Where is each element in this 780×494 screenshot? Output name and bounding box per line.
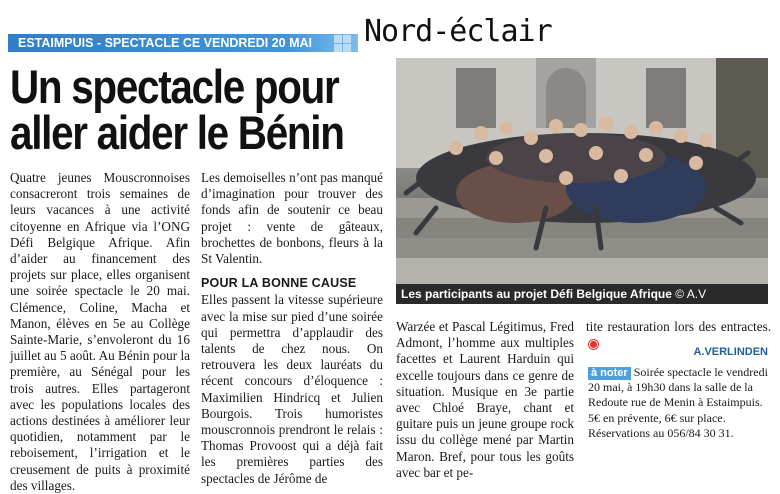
headline-line-1: Un spectacle pour: [10, 60, 339, 113]
article-column-1: [10, 170, 190, 493]
column-1-text: Quatre jeunes Mouscronnoises consacreront trois semaines de leurs vacances à une activité citoyenne en Afrique via l’ONG Défi Belgique Afrique. Afin d’aider au financement des projets sur place, elles organisent une soirée spectacle le 20 mai. Clémence, Coline, Macha et Manon, élèves en 5e au Collège Sainte-Marie, s’envoleront du 16 juillet au 5 août. Au Bénin pour la première, au Sénégal pour les trois autres. Elles partageront avec les populations locales des actions destinées à améliorer leur quotidien, notamment par le reboisement, l’irrigation et le creusement de puits à proximité des villages.: [10, 170, 190, 493]
note-tag: à noter: [588, 367, 631, 380]
column-2-body: Elles passent la vitesse supérieure avec la mise sur pied d’une soirée qui permettra d’applaudir des talents de chez nous. On retrouvera les deux lauréats du récent concours d’éloquence : Maximilien Hindricq et Julien Bourgois. Trois humoristes mouscronnois prendront le relais : Thomas Provoost qui a déjà fait les premières parties des spectacles de Jérôme de: [201, 292, 383, 486]
note-text: Soirée spectacle le vendredi 20 mai, à 19h30 dans la salle de la Redoute rue de Menin à Estaimpuis. 5€ en prévente, 6€ sur place. Réservations au 056/84 30 31.: [588, 365, 768, 440]
info-box: [588, 365, 770, 441]
photo-caption: [396, 284, 768, 304]
group-photo-illustration: [396, 58, 768, 284]
section-kicker: ESTAIMPUIS - SPECTACLE CE VENDREDI 20 MAI: [8, 34, 358, 52]
caption-text: Les participants au projet Défi Belgique Afrique: [401, 287, 672, 301]
article-column-4: [586, 319, 771, 349]
column-4-text: tite restauration lors des entractes.: [586, 319, 771, 334]
article-headline: [10, 60, 344, 159]
headline-line-2: aller aider le Bénin: [10, 106, 344, 159]
article-column-3: [396, 319, 574, 480]
column-2-intro: Les demoiselles n’ont pas manqué d’imagination pour trouver des fonds afin de soutenir ce beau projet : vente de gâteaux, brochettes de bonbons, fleurs à la St Valentin.: [201, 170, 383, 267]
kicker-decoration: [316, 34, 352, 52]
section-subhead: POUR LA BONNE CAUSE: [201, 276, 357, 291]
article-column-2: [201, 170, 383, 486]
newspaper-masthead: Nord-éclair: [364, 14, 552, 49]
photo-credit: © A.V: [675, 287, 707, 301]
author-byline: A.VERLINDEN: [693, 346, 768, 358]
column-3-text: Warzée et Pascal Légitimus, Fred Admont, l’homme aux multiples facettes et Laurent Harduin qui excelle toujours dans ce genre de situation. Musique en 3e partie avec Chloé Braye, chant et guitare puis un jeune groupe rock issu du collège mené par Martin Maron. Bref, pour tous les goûts avec bar et pe-: [396, 319, 574, 480]
group-photo: [396, 58, 768, 284]
